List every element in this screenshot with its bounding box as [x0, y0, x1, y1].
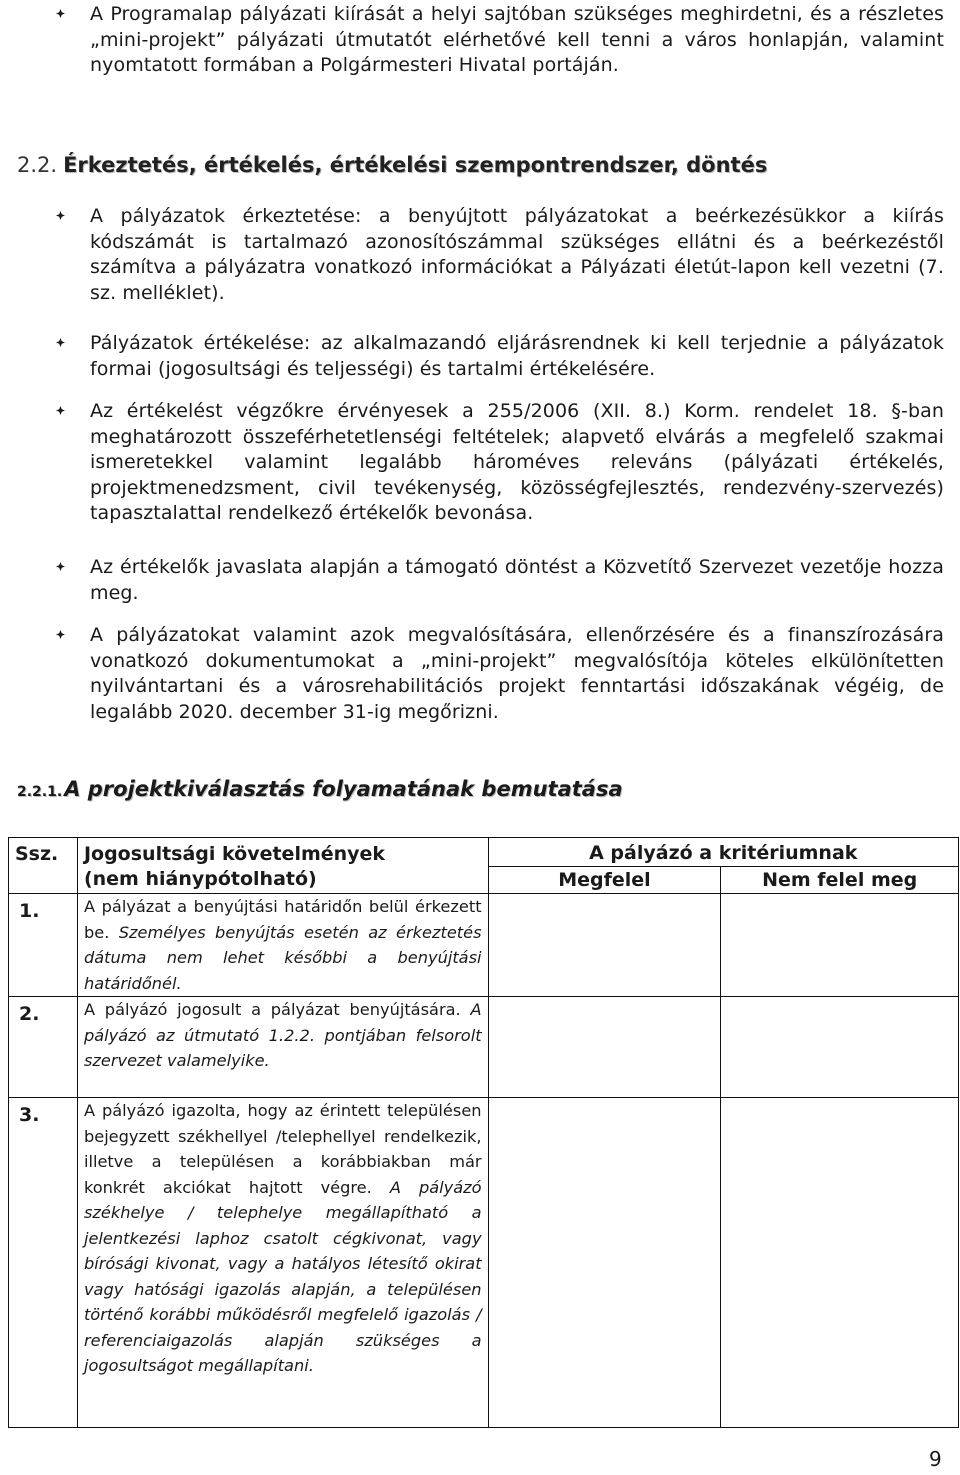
list-item: [56, 623, 944, 725]
table-header-row: [9, 838, 959, 867]
table-row: [9, 997, 959, 1098]
requirement-text: A pályázó jogosult a pályázat benyújtására.: [83, 1000, 461, 1019]
header-requirements-line1: Jogosultsági követelmények: [83, 843, 386, 865]
requirement-note: Személyes benyújtás esetén az érkeztetés dátuma nem lehet későbbi a benyújtási határidőnél.: [83, 922, 482, 993]
subsection-heading: [17, 777, 623, 801]
meets-cell[interactable]: [488, 997, 721, 1098]
subsection-title: A projektkiválasztás folyamatának bemutatása: [64, 777, 623, 801]
table-row: [9, 1098, 959, 1428]
header-ssz: Ssz.: [9, 838, 78, 894]
requirement-cell: [77, 997, 488, 1098]
eligibility-criteria-table: [8, 837, 959, 1428]
bullet-icon: [56, 562, 65, 571]
section-title: Érkeztetés, értékelés, értékelési szempontrendszer, döntés: [63, 153, 768, 177]
bullet-text: A Programalap pályázati kiírását a helyi sajtóban szükséges meghirdetni, és a részletes „mini-projekt” pályázati útmutatót elérhetővé kell tenni a város honlapján, valamint nyomtatott formában a Polgármesteri Hivatal portáján.: [90, 3, 944, 76]
bullet-icon: [56, 9, 65, 18]
list-item: [56, 204, 944, 306]
table-row: [9, 894, 959, 997]
list-item: [56, 2, 944, 79]
bullet-icon: [56, 406, 65, 415]
requirement-text: A pályázat a benyújtási határidőn belül érkezett be.: [83, 897, 482, 942]
bullet-icon: [56, 630, 65, 639]
subsection-number: 2.2.1.: [17, 784, 63, 800]
header-criteria-group: A pályázó a kritériumnak: [488, 838, 958, 867]
page-number: 9: [929, 1447, 942, 1471]
bullet-text: Pályázatok értékelése: az alkalmazandó eljárásrendnek ki kell terjednie a pályázatok formai (jogosultsági és teljességi) és tartalmi értékelésére.: [90, 332, 944, 380]
not-meets-cell[interactable]: [721, 1098, 959, 1428]
bullet-text: Az értékelők javaslata alapján a támogató döntést a Közvetítő Szervezet vezetője hozza meg.: [90, 556, 944, 604]
list-item: [56, 331, 944, 382]
bullet-text: A pályázatok érkeztetése: a benyújtott pályázatokat a beérkezésükkor a kiírás kódszámát is tartalmazó azonosítószámmal szükséges ellátni és a beérkezéstől számítva a pályázatra vonatkozó információkat a Pályázati életút-lapon kell vezetni (7. sz. melléklet).: [90, 205, 944, 304]
bullet-icon: [56, 338, 65, 347]
row-number: 2.: [9, 997, 78, 1098]
header-requirements-line2: (nem hiánypótolható): [83, 868, 317, 890]
bullet-text: Az értékelést végzőkre érvényesek a 255/2006 (XII. 8.) Korm. rendelet 18. §-ban meghatározott összeférhetetlenségi feltételek; alapvető elvárás a megfelelő szakmai ismeretekkel valamint legalább hároméves releváns (pályázati értékelés, projektmenedzsment, civil tevékenység, közösségfejlesztés, rendezvény-szervezés) tapasztalattal rendelkező értékelők bevonása.: [90, 400, 944, 524]
header-meets: Megfelel: [488, 867, 721, 894]
meets-cell[interactable]: [488, 1098, 721, 1428]
bullet-text: A pályázatokat valamint azok megvalósítására, ellenőrzésére és a finanszírozására vonatkozó dokumentumokat a „mini-projekt” megvalósítója köteles elkülönítetten nyilvántartani és a városrehabilitációs projekt fenntartási időszakának végéig, de legalább 2020. december 31-ig megőrizni.: [90, 624, 944, 723]
not-meets-cell[interactable]: [721, 997, 959, 1098]
section-number: 2.2.: [17, 153, 58, 177]
requirement-text: A pályázó igazolta, hogy az érintett településen bejegyzett székhellyel /telephellyel rendelkezik, illetve a településen a korábbiakban már konkrét akciókat hajtott végre.: [83, 1101, 482, 1197]
row-number: 3.: [9, 1098, 78, 1428]
requirement-cell: [77, 894, 488, 997]
list-item: [56, 555, 944, 606]
row-number: 1.: [9, 894, 78, 997]
list-item: [56, 399, 944, 527]
requirement-cell: [77, 1098, 488, 1428]
requirement-note: A pályázó székhelye / telephelye megállapítható a jelentkezési laphoz csatolt cégkivonat, vagy bírósági kivonat, vagy a hatályos létesítő okirat vagy hatósági igazolás alapján, a településen történő korábbi működésről megfelelő igazolás / referenciaigazolás alapján szükséges a jogosultságot megállapítani.: [83, 1177, 482, 1375]
requirement-note: A pályázó az útmutató 1.2.2. pontjában felsorolt szervezet valamelyike.: [83, 1000, 482, 1070]
meets-cell[interactable]: [488, 894, 721, 997]
not-meets-cell[interactable]: [721, 894, 959, 997]
section-heading: [17, 153, 767, 177]
header-requirements: [77, 838, 488, 894]
bullet-icon: [56, 211, 65, 220]
header-not-meets: Nem felel meg: [721, 867, 959, 894]
